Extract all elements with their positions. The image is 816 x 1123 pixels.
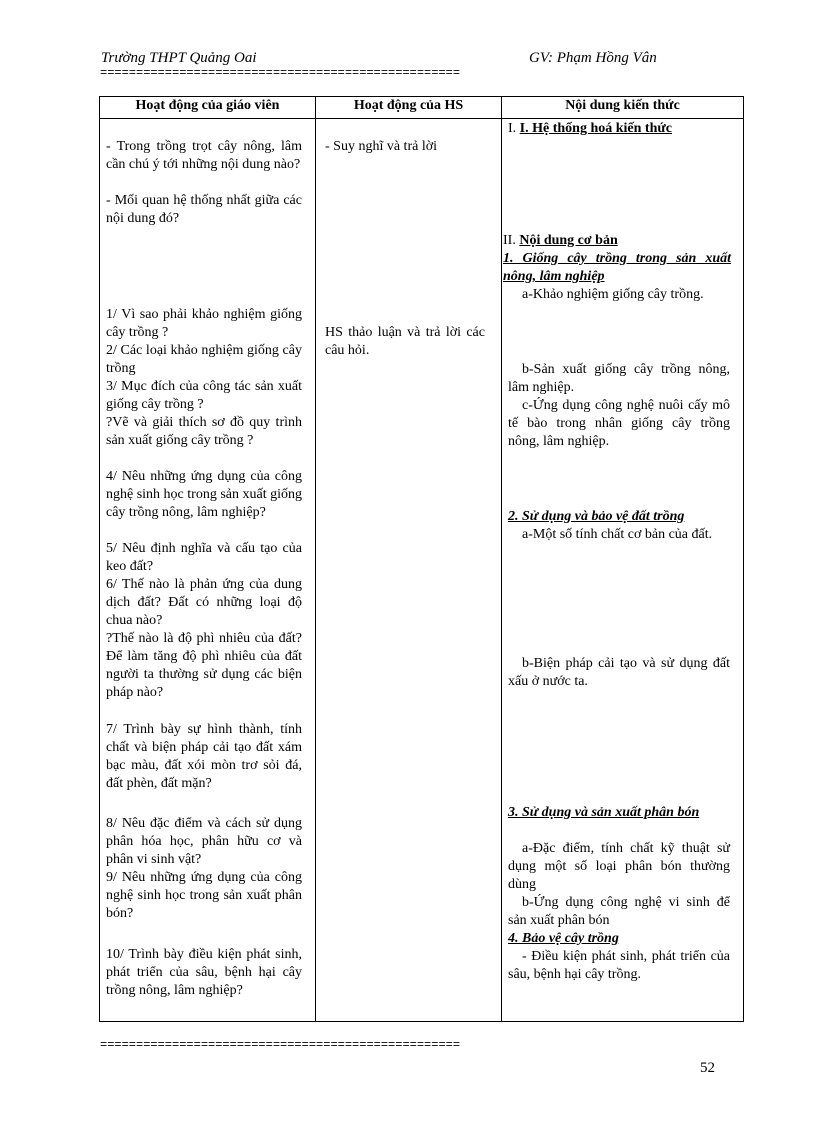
teacher-question: 5/ Nêu định nghĩa và cấu tạo của keo đất? [106,541,302,574]
lesson-table [99,96,744,1022]
content-item: b-Ứng dụng công nghệ vi sinh để sản xuất phân bón [508,895,730,928]
subsection-title: 4. Bảo vệ cây trồng [508,931,619,946]
content-item: b-Sản xuất giống cây trồng nông, lâm nghiệp. [508,362,730,395]
teacher-question: 7/ Trình bày sự hình thành, tính chất và biện pháp cải tạo đất xám bạc màu, đất xói mòn trơ sỏi đá, đất phèn, đất mặn? [106,722,302,791]
page-number: 52 [700,1060,715,1076]
content-item: c-Ứng dụng công nghệ nuôi cấy mô tế bào trong nhân giống cây trồng nông, lâm nghiệp. [508,398,730,449]
school-name: Trường THPT Quảng Oai [101,50,257,66]
footer-divider: ================================================== [100,1038,461,1052]
teacher-name: GV: Phạm Hồng Vân [529,50,657,66]
teacher-question: 6/ Thế nào là phản ứng của dung dịch đất? Đất có những loại độ chua nào? [106,577,302,628]
table-body-row [100,119,744,1022]
header-teacher-activity: Hoạt động của giáo viên [100,97,316,119]
content-item: a-Khảo nghiệm giống cây trồng. [522,287,704,302]
content-item: - Điều kiện phát sinh, phát triển của sâu, bệnh hại cây trồng. [508,949,730,982]
teacher-question: 1/ Vì sao phải khảo nghiệm giống cây trồng ? [106,307,302,340]
table-header-row [100,97,744,119]
teacher-question: 4/ Nêu những ứng dụng của công nghệ sinh học trong sản xuất giống cây trồng nông, lâm nghiệp? [106,469,302,520]
heading-text: I. Hệ thống hoá kiến thức [519,121,672,136]
teacher-question: 9/ Nêu những ứng dụng của công nghệ sinh học trong sản xuất phân bón? [106,870,302,921]
content-item: a-Đặc điểm, tính chất kỹ thuật sử dụng một số loại phân bón thường dùng [508,841,730,892]
header-divider: ================================================== [100,66,461,80]
student-activity: HS thảo luận và trả lời các câu hỏi. [325,325,485,358]
student-activity-cell [316,119,502,1022]
content-item: b-Biện pháp cải tạo và sử dụng đất xấu ở nước ta. [508,656,730,689]
subsection-title: 2. Sử dụng và bảo vệ đất trồng [508,509,685,524]
heading-text: Nội dung cơ bản [519,233,618,248]
teacher-question: 3/ Mục đích của công tác sản xuất giống cây trồng ? [106,379,302,412]
teacher-question: 10/ Trình bày điều kiện phát sinh, phát triển của sâu, bệnh hại cây trồng nông, lâm nghiệp? [106,947,302,998]
teacher-question: 8/ Nêu đặc điểm và cách sử dụng phân hóa học, phân hữu cơ và phân vi sinh vật? [106,816,302,867]
content-item: a-Một số tính chất cơ bản của đất. [522,527,713,542]
section-heading [508,120,730,138]
section-heading [503,232,725,250]
subsection-title: 3. Sử dụng và sản xuất phân bón [508,805,700,820]
header-student-activity: Hoạt động của HS [316,97,502,119]
heading-prefix: I. [508,121,520,136]
header-knowledge-content: Nội dung kiến thức [502,97,744,119]
knowledge-content-cell [502,119,744,1022]
teacher-question: ?Thế nào là độ phì nhiêu của đất? Để làm tăng độ phì nhiêu của đất người ta thường sử dụng các biện pháp nào? [106,631,302,700]
teacher-question: ?Vẽ và giải thích sơ đồ quy trình sản xuất giống cây trồng ? [106,415,302,448]
subsection-title: 1. Giống cây trồng trong sản xuất nông, lâm nghiệp [503,251,731,284]
teacher-question: 2/ Các loại khảo nghiệm giống cây trồng [106,343,302,376]
teacher-activity-cell [100,119,316,1022]
student-activity: - Suy nghĩ và trả lời [325,139,437,154]
teacher-question: - Trong trồng trọt cây nông, lâm cần chú ý tới những nội dung nào? [106,139,302,172]
teacher-question: - Mối quan hệ thống nhất giữa các nội dung đó? [106,193,302,226]
heading-prefix: II. [503,233,516,248]
